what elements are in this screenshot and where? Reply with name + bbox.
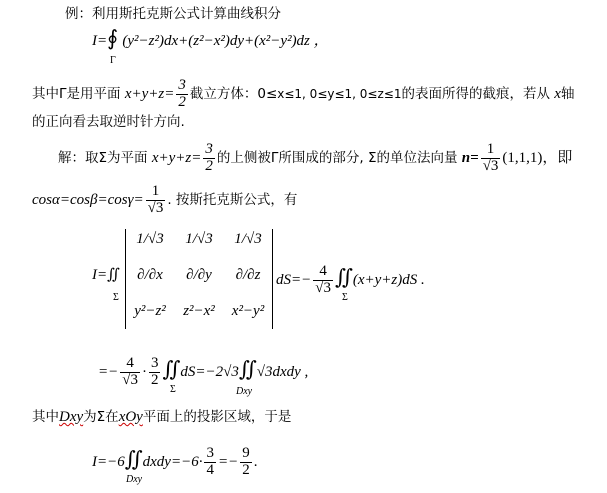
next-fraction-2: $\frac{3}{2}$ [150,355,159,388]
integrand: (y²−z²)dx+(z²−x²)dy+(x²−y²)dz ， [122,33,329,49]
det-r3c3: x²−y² [231,303,265,319]
statement-text-2: 截立方体：0≤ [189,85,278,102]
final-line: I=−6∬dxdy=−6· $\frac{3}{4}$ =− $\frac{9}{2}$ . [92,445,258,478]
final-fraction-1: $\frac{3}{4}$ [206,445,214,478]
solution-text-2: 的上侧被Γ所围成的部分, Σ的单位法向量 [216,149,458,166]
next-step: =− $\frac{4}{√3}$ · $\frac{3}{2}$ ∬dS=−2√3∬√3dxdy , [98,355,309,388]
normal-fraction: $\frac{1}{√3}$ [482,141,499,174]
projection-plane: xOy [118,409,143,425]
normal-vector: (1,1,1)，即 [502,149,573,166]
projection-line: 其中Dxy为Σ在xOy平面上的投影区域，于是 [32,409,292,425]
det-r2c1: ∂/∂x [137,267,163,283]
final-dxy-sub: Dxy [126,474,143,485]
determinant-matrix [125,229,273,329]
projection-dxy: Dxy [59,409,84,425]
rhs-integrand: (x+y+z)dS . [352,271,425,288]
cos-line [32,184,297,217]
solution-line [58,142,572,175]
solution-plane-equation: x+y+z= [151,149,202,166]
solution-plane-fraction: $\frac{3}{2}$ [205,141,213,174]
direction-text: 的正向看去取逆时针方向. [32,114,185,130]
integral-expression [92,28,329,49]
rhs-sigma-sub: Σ [342,292,348,303]
plane-fraction: $\frac{3}{2}$ [178,77,186,110]
det-r2c2: ∂/∂y [186,267,212,283]
statement-line [32,78,574,111]
next-double-integral-1: ∬ [162,356,181,381]
det-r1c1: 1/√3 [136,231,164,247]
statement-text-4: 轴 [560,85,575,102]
det-r1c2: 1/√3 [185,231,213,247]
cos-fraction: $\frac{1}{√3}$ [147,183,164,216]
solution-label: 解：取Σ为平面 [58,149,148,166]
normal-vector-label: n= [461,149,479,166]
final-double-integral: ∬ [124,446,143,471]
contour-integral-symbol: ∮ [107,26,119,50]
next-tail: √3dxdy , [256,363,309,380]
next-double-integral-2: ∬ [238,356,257,381]
det-r2c3: ∂/∂z [235,267,261,283]
statement-text-1: 其中Γ是用平面 [32,85,121,102]
det-r1c3: 1/√3 [234,231,262,247]
next-dxy-sub: Dxy [236,386,253,397]
plane-equation: x+y+z= [124,85,175,102]
statement-text-3: 的表面所得的截痕，若从 [401,85,550,102]
gamma-subscript: Γ [110,55,116,66]
cos-tail: . 按斯托克斯公式，有 [167,191,298,208]
integral-lhs: I= [92,33,108,49]
rhs-fraction: $\frac{4}{√3}$ [315,263,331,296]
next-sigma-sub: Σ [170,384,176,395]
axis-x: x [554,85,561,102]
determinant-sigma-sub: Σ [113,292,119,303]
final-fraction-2: $\frac{9}{2}$ [242,445,250,478]
example-intro: 例：利用斯托克斯公式计算曲线积分 [65,6,281,22]
rhs-double-integral: ∬ [334,264,353,289]
cos-equation: cosα=cosβ=cosγ= [32,191,144,208]
next-ds: dS=−2√3 [180,363,239,380]
det-r3c2: z²−x² [183,303,215,319]
det-r3c1: y²−z² [134,303,166,319]
next-fraction-1: $\frac{4}{√3}$ [122,355,138,388]
cube-conditions: x≤1, 0≤y≤1, 0≤z≤1 [277,86,402,101]
determinant-lhs: I=∬ [92,267,120,283]
determinant-rhs: dS=− $\frac{4}{√3}$ ∬(x+y+z)dS . [276,263,425,296]
